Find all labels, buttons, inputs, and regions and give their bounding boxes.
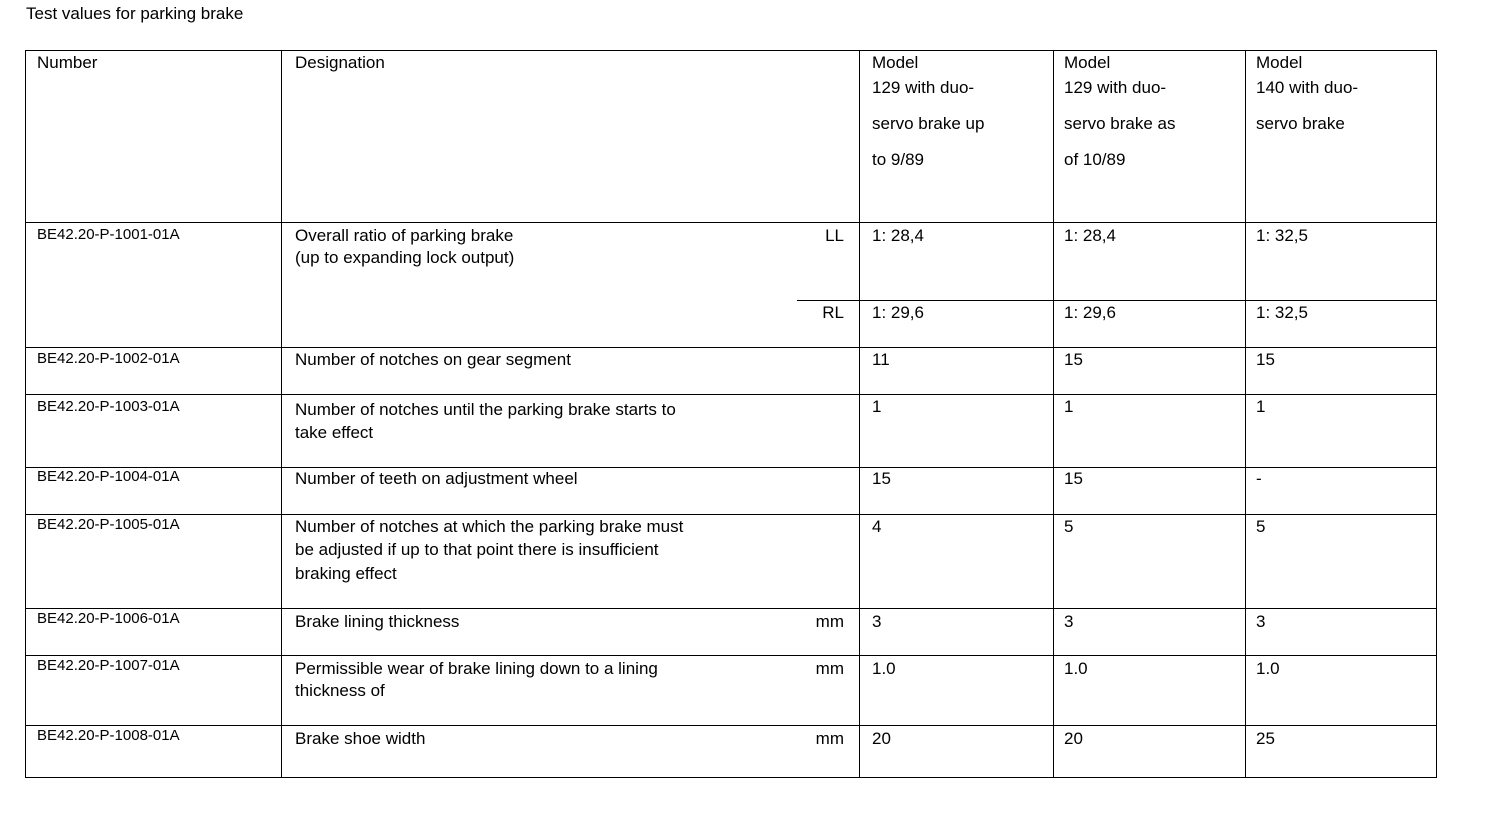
row-designation-line2: (up to expanding lock output)	[295, 248, 515, 267]
row-designation-line1: Number of notches at which the parking brake must	[295, 517, 684, 536]
header-model-140-line2: 140 with duo-	[1256, 78, 1359, 97]
row-value-col2: 1	[1064, 397, 1074, 416]
row-value-col2: 5	[1064, 517, 1074, 536]
side-label-rl: RL	[822, 303, 844, 322]
header-model-129-as-of-10-89-line3: servo brake as	[1064, 114, 1176, 133]
row-value-col1: 4	[872, 517, 882, 536]
row-number: BE42.20-P-1002-01A	[37, 350, 180, 367]
row-unit: mm	[815, 729, 844, 748]
page-title: Test values for parking brake	[26, 4, 244, 23]
side-label-ll: LL	[825, 226, 844, 245]
row-designation-line3: braking effect	[295, 564, 397, 583]
row-value-col2: 3	[1064, 612, 1074, 631]
header-model-129-up-to-9-89-line4: to 9/89	[872, 150, 924, 169]
row-unit: mm	[815, 659, 844, 678]
row-designation-line1: Number of notches until the parking brake starts to	[295, 400, 676, 419]
row-designation-line1: Brake lining thickness	[295, 612, 460, 631]
header-model-129-up-to-9-89-line2: 129 with duo-	[872, 78, 975, 97]
row-number: BE42.20-P-1004-01A	[37, 468, 180, 485]
row-unit: mm	[815, 612, 844, 631]
row-designation-line1: Overall ratio of parking brake	[295, 226, 514, 245]
row-designation-line2: thickness of	[295, 681, 385, 700]
value-rl-col3: 1: 32,5	[1256, 303, 1308, 322]
row-designation-line2: take effect	[295, 423, 374, 442]
value-rl-col1: 1: 29,6	[872, 303, 924, 322]
header-model-140-line3: servo brake	[1256, 114, 1345, 133]
row-designation-line2: be adjusted if up to that point there is insufficient	[295, 540, 659, 559]
header-model-129-up-to-9-89-line3: servo brake up	[872, 114, 985, 133]
value-ll-col2: 1: 28,4	[1064, 226, 1116, 245]
value-ll-col1: 1: 28,4	[872, 226, 924, 245]
value-rl-col2: 1: 29,6	[1064, 303, 1116, 322]
header-model-129-as-of-10-89-line1: Model	[1064, 53, 1111, 72]
header-designation: Designation	[295, 53, 385, 72]
row-value-col2: 1.0	[1064, 659, 1088, 678]
row-value-col3: 15	[1256, 350, 1275, 369]
header-model-129-as-of-10-89-line2: 129 with duo-	[1064, 78, 1167, 97]
row-value-col3: 25	[1256, 729, 1275, 748]
row-value-col1: 1	[872, 397, 882, 416]
row-value-col1: 3	[872, 612, 882, 631]
row-value-col3: 1	[1256, 397, 1266, 416]
row-value-col1: 1.0	[872, 659, 896, 678]
row-number: BE42.20-P-1007-01A	[37, 657, 180, 674]
header-model-129-as-of-10-89-line4: of 10/89	[1064, 150, 1126, 169]
row-value-col1: 15	[872, 469, 891, 488]
row-designation-line1: Number of teeth on adjustment wheel	[295, 469, 578, 488]
header-number: Number	[37, 53, 98, 72]
value-ll-col3: 1: 32,5	[1256, 226, 1308, 245]
row-value-col1: 11	[872, 350, 890, 369]
row-value-col3: 3	[1256, 612, 1266, 631]
row-number: BE42.20-P-1001-01A	[37, 226, 180, 243]
row-value-col2: 15	[1064, 350, 1083, 369]
row-designation-line1: Number of notches on gear segment	[295, 350, 571, 369]
row-number: BE42.20-P-1008-01A	[37, 727, 180, 744]
row-value-col3: 5	[1256, 517, 1266, 536]
header-model-129-up-to-9-89-line1: Model	[872, 53, 919, 72]
row-value-col3: 1.0	[1256, 659, 1280, 678]
row-value-col2: 20	[1064, 729, 1083, 748]
row-number: BE42.20-P-1005-01A	[37, 516, 180, 533]
header-model-140-line1: Model	[1256, 53, 1303, 72]
row-designation-line1: Permissible wear of brake lining down to a lining	[295, 659, 658, 678]
row-value-col1: 20	[872, 729, 891, 748]
row-value-col2: 15	[1064, 469, 1083, 488]
row-designation-line1: Brake shoe width	[295, 729, 426, 748]
row-number: BE42.20-P-1003-01A	[37, 398, 180, 415]
row-number: BE42.20-P-1006-01A	[37, 610, 180, 627]
row-value-col3: -	[1256, 469, 1262, 488]
